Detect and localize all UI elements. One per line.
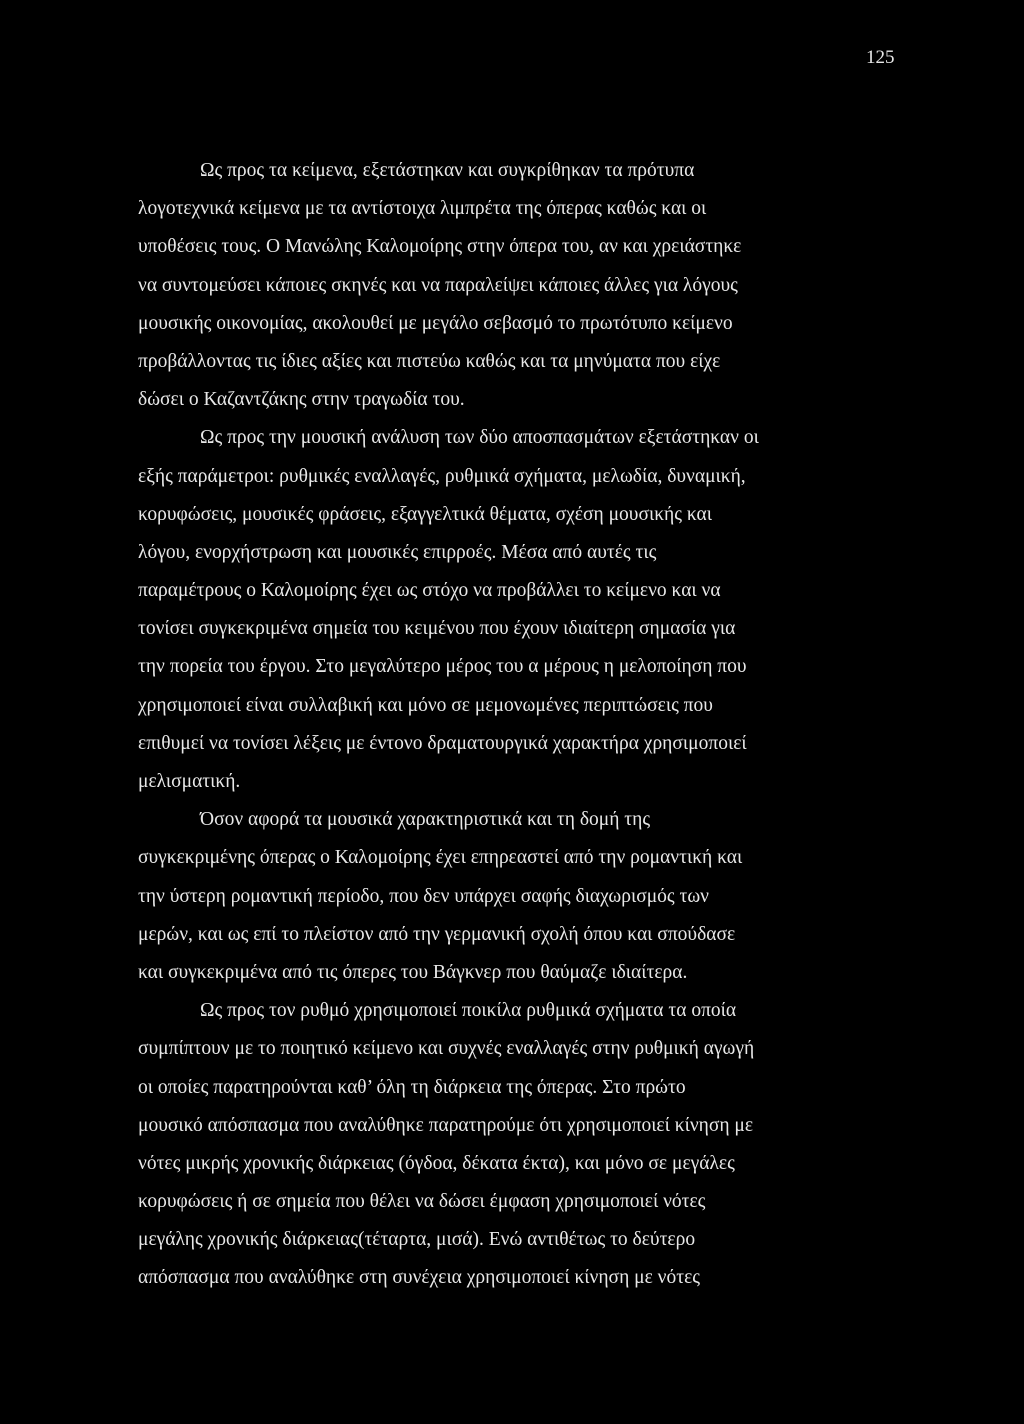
page-number: 125 [866, 47, 895, 68]
text-line: μελισματική. [138, 771, 241, 792]
text-line: χρησιμοποιεί είναι συλλαβική και μόνο σε μεμονωμένες περιπτώσεις που [138, 694, 713, 716]
text-line: να συντομεύσει κάποιες σκηνές και να παραλείψει κάποιες άλλες για λόγους [138, 274, 738, 296]
text-line: υποθέσεις τους. Ο Μανώλης Καλομοίρης στην όπερα του, αν και χρειάστηκε [138, 236, 742, 258]
text-line: δώσει ο Καζαντζάκης στην τραγωδία του. [138, 389, 465, 411]
text-line: μερών, και ως επί το πλείστον από την γερμανική σχολή όπου και σπούδασε [138, 923, 736, 945]
body-text [138, 152, 898, 1298]
text-line: Ως προς την μουσική ανάλυση των δύο αποσπασμάτων εξετάστηκαν οι [200, 427, 759, 449]
text-line: την ύστερη ρομαντική περίοδο, που δεν υπάρχει σαφής διαχωρισμός των [138, 885, 709, 907]
text-line: μουσικής οικονομίας, ακολουθεί με μεγάλο σεβασμό το πρωτότυπο κείμενο [138, 312, 733, 334]
text-line: συγκεκριμένης όπερας ο Καλομοίρης έχει επηρεαστεί από την ρομαντική και [138, 847, 743, 869]
text-line: απόσπασμα που αναλύθηκε στη συνέχεια χρησιμοποιεί κίνηση με νότες [138, 1267, 700, 1289]
text-line: κορυφώσεις ή σε σημεία που θέλει να δώσει έμφαση χρησιμοποιεί νότες [138, 1191, 706, 1213]
text-line: λόγου, ενορχήστρωση και μουσικές επιρροές. Μέσα από αυτές τις [138, 541, 657, 563]
text-line: επιθυμεί να τονίσει λέξεις με έντονο δραματουργικά χαρακτήρα χρησιμοποιεί [138, 732, 747, 754]
text-line: μουσικό απόσπασμα που αναλύθηκε παρατηρούμε ότι χρησιμοποιεί κίνηση με [138, 1114, 754, 1136]
text-line: νότες μικρής χρονικής διάρκειας (όγδοα, δέκατα έκτα), και μόνο σε μεγάλες [138, 1152, 735, 1174]
text-line: προβάλλοντας τις ίδιες αξίες και πιστεύω καθώς και τα μηνύματα που είχε [138, 350, 721, 372]
text-line: Όσον αφορά τα μουσικά χαρακτηριστικά και τη δομή της [200, 809, 651, 831]
text-line: παραμέτρους ο Καλομοίρης έχει ως στόχο να προβάλλει το κείμενο και να [138, 580, 721, 602]
text-line: συμπίπτουν με το ποιητικό κείμενο και συχνές εναλλαγές στην ρυθμική αγωγή [138, 1038, 755, 1060]
text-line: τονίσει συγκεκριμένα σημεία του κειμένου που έχουν ιδιαίτερη σημασία για [138, 618, 736, 640]
text-line: οι οποίες παρατηρούνται καθ’ όλη τη διάρκεια της όπερας. Στο πρώτο [138, 1076, 686, 1098]
text-line: την πορεία του έργου. Στο μεγαλύτερο μέρος του α μέρους η μελοποίηση που [138, 656, 747, 678]
text-line: και συγκεκριμένα από τις όπερες του Βάγκνερ που θαύμαζε ιδιαίτερα. [138, 961, 688, 983]
text-line: μεγάλης χρονικής διάρκειας(τέταρτα, μισά). Ενώ αντιθέτως το δεύτερο [138, 1229, 696, 1251]
text-line: κορυφώσεις, μουσικές φράσεις, εξαγγελτικά θέματα, σχέση μουσικής και [138, 503, 712, 525]
text-line: λογοτεχνικά κείμενα με τα αντίστοιχα λιμπρέτα της όπερας καθώς και οι [138, 198, 707, 220]
text-line: εξής παράμετροι: ρυθμικές εναλλαγές, ρυθμικά σχήματα, μελωδία, δυναμική, [138, 465, 746, 487]
text-line: Ως προς τα κείμενα, εξετάστηκαν και συγκρίθηκαν τα πρότυπα [200, 160, 695, 181]
text-line: Ως προς τον ρυθμό χρησιμοποιεί ποικίλα ρυθμικά σχήματα τα οποία [200, 1000, 737, 1022]
